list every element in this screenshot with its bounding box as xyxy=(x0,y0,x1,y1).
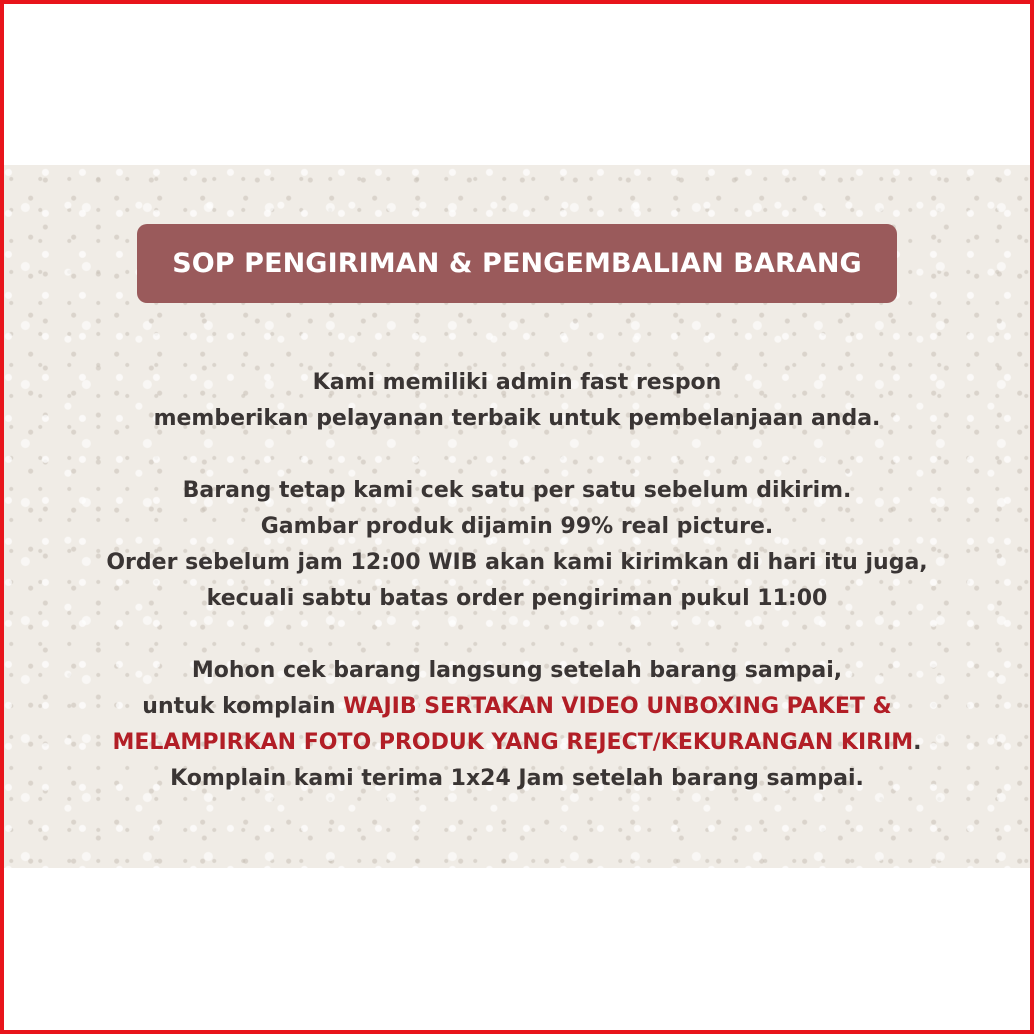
page-title: SOP PENGIRIMAN & PENGEMBALIAN BARANG xyxy=(172,248,862,279)
paragraph3-line2 xyxy=(4,689,1030,725)
paragraph3-line3 xyxy=(4,725,1030,761)
complaint-prefix: untuk komplain xyxy=(142,694,344,719)
paragraph-spacer xyxy=(4,437,1030,473)
title-banner xyxy=(137,224,897,303)
sop-body-text xyxy=(4,365,1030,797)
sentence-period: . xyxy=(913,730,922,755)
paragraph-spacer xyxy=(4,617,1030,653)
paragraph1-line2: memberikan pelayanan terbaik untuk pembelanjaan anda. xyxy=(153,406,881,431)
paragraph3-line4: Komplain kami terima 1x24 Jam setelah barang sampai. xyxy=(170,766,864,791)
paragraph2-line4: kecuali sabtu batas order pengiriman pukul 11:00 xyxy=(206,586,828,611)
photo-attachment-requirement: MELAMPIRKAN FOTO PRODUK YANG REJECT/KEKURANGAN KIRIM xyxy=(112,730,914,755)
paragraph2-line3: Order sebelum jam 12:00 WIB akan kami kirimkan di hari itu juga, xyxy=(106,550,928,575)
paragraph2-line2: Gambar produk dijamin 99% real picture. xyxy=(260,514,774,539)
paragraph2-line1: Barang tetap kami cek satu per satu sebelum dikirim. xyxy=(182,478,852,503)
unboxing-video-requirement: WAJIB SERTAKAN VIDEO UNBOXING PAKET & xyxy=(343,694,892,719)
paragraph3-line1: Mohon cek barang langsung setelah barang sampai, xyxy=(191,658,843,683)
paragraph1-line1: Kami memiliki admin fast respon xyxy=(312,370,722,395)
